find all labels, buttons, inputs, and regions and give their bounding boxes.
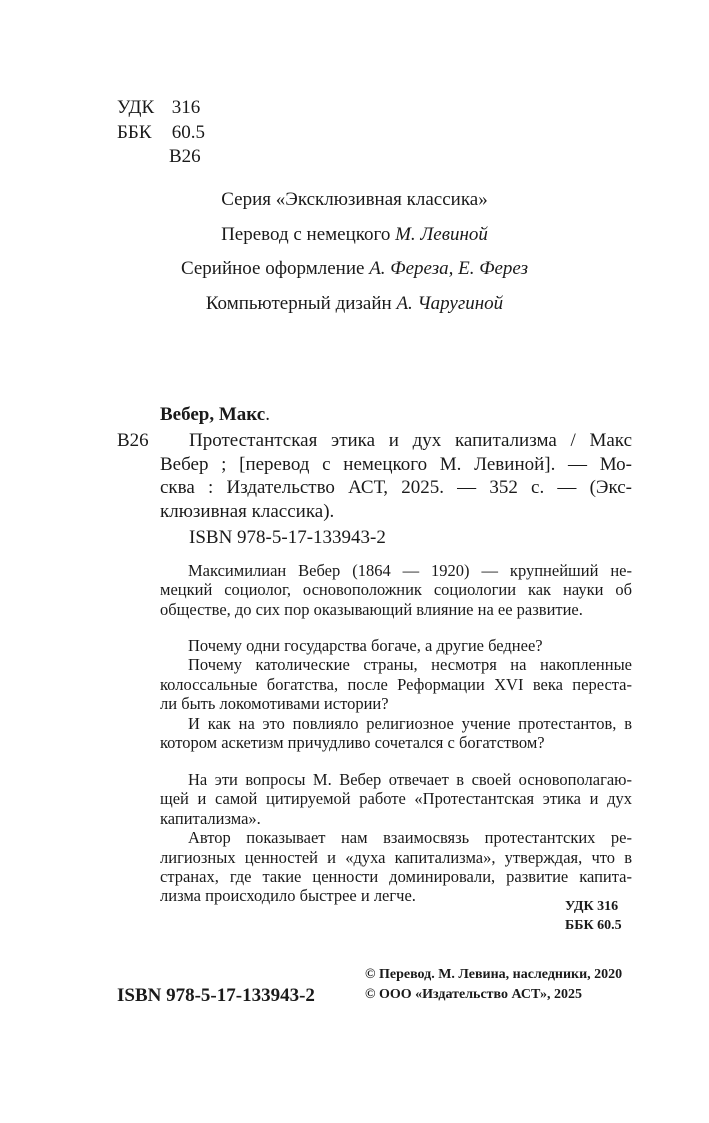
author-heading: Вебер, Макс [160, 404, 266, 425]
bbk-row [117, 121, 205, 146]
annotation-line: обществе, до сих пор оказывающий влияние на ее развитие. [160, 599, 583, 619]
annotation-line: колоссальные богатства, после Реформации XVI века переста- [160, 674, 632, 694]
isbn-record: ISBN 978-5-17-133943-2 [189, 527, 386, 548]
annotation-line: Автор показывает нам взаимосвязь протестантских ре- [188, 828, 632, 848]
series-line: Серия «Эксклюзивная классика» [221, 189, 488, 210]
computer-design-label: Компьютерный дизайн [205, 292, 392, 314]
bib-line: Вебер ; [перевод с немецкого М. Левиной]. — Мо- [160, 453, 632, 475]
copyright-line-1: © Перевод. М. Левина, наследники, 2020 [365, 967, 623, 982]
annotation-line: Почему католические страны, несмотря на накопленные [188, 655, 632, 675]
design-label: Серийное оформление [180, 258, 365, 279]
annotation-line: Почему одни государства богаче, а другие беднее? [188, 636, 543, 655]
author-heading-line [160, 404, 270, 426]
author-heading-dot: . [265, 404, 270, 425]
translation-line [0, 221, 709, 256]
annotation-paragraph-3 [160, 770, 632, 906]
translator-name: М. Левиной [395, 223, 488, 245]
annotation-line: странах, где такие ценности доминировали, развитие капита- [160, 867, 632, 887]
annotation-line: капитализма». [160, 808, 261, 828]
design-line [0, 255, 709, 290]
annotation-line: Максимилиан Вебер (1864 — 1920) — крупнейший не- [188, 561, 632, 580]
footer-isbn: ISBN 978-5-17-133943-2 [117, 985, 315, 1006]
annotation-line: лигиозных ценностей и «духа капитализма», утверждая, что в [160, 847, 632, 867]
designers-names: А. Фереза, Е. Ферез [369, 258, 529, 279]
udk-row [117, 96, 205, 121]
annotation-paragraph-1 [160, 561, 632, 619]
classification-block [117, 96, 205, 170]
footer-udk: УДК 316 [565, 899, 619, 914]
copyright-line-2: © ООО «Издательство АСТ», 2025 [365, 986, 583, 1002]
bbk-label: ББК [117, 121, 152, 143]
footer-classification [565, 898, 622, 935]
translation-label: Перевод с немецкого [221, 223, 391, 245]
bbk-value: 60.5 [171, 121, 205, 143]
bib-line: клюзивная классика). [160, 500, 335, 522]
bib-line: Протестантская этика и дух капитализма / Макс [189, 430, 632, 451]
bibliographic-record [160, 429, 632, 523]
bib-code: В26 [117, 430, 149, 451]
credits-block [0, 186, 709, 324]
annotation-line: На эти вопросы М. Вебер отвечает в своей основополагаю- [188, 770, 632, 789]
annotation-line: котором аскетизм причудливо сочетался с богатством? [160, 733, 545, 753]
annotation-paragraph-2 [160, 636, 632, 752]
annotation-line: И как на это повлияло религиозное учение протестантов, в [188, 713, 632, 733]
annotation-line: ли быть локомотивами истории? [160, 694, 389, 714]
copyright-block [365, 965, 622, 1004]
bib-line: сква : Издательство АСТ, 2025. — 352 с. — (Экс- [160, 477, 632, 498]
annotation-line: щей и самой цитируемой работе «Протестантская этика и дух [160, 789, 632, 809]
annotation-line: мецкий социолог, основоположник социологии как науки об [160, 580, 632, 600]
udk-label: УДК [117, 97, 155, 118]
computer-designer-name: А. Чаругиной [396, 292, 504, 314]
computer-design-line [0, 290, 709, 325]
footer-bbk: ББК 60.5 [565, 917, 622, 933]
annotation-line: лизма происходило быстрее и легче. [160, 886, 416, 906]
udk-value: 316 [171, 97, 201, 118]
author-mark: В26 [169, 146, 201, 167]
